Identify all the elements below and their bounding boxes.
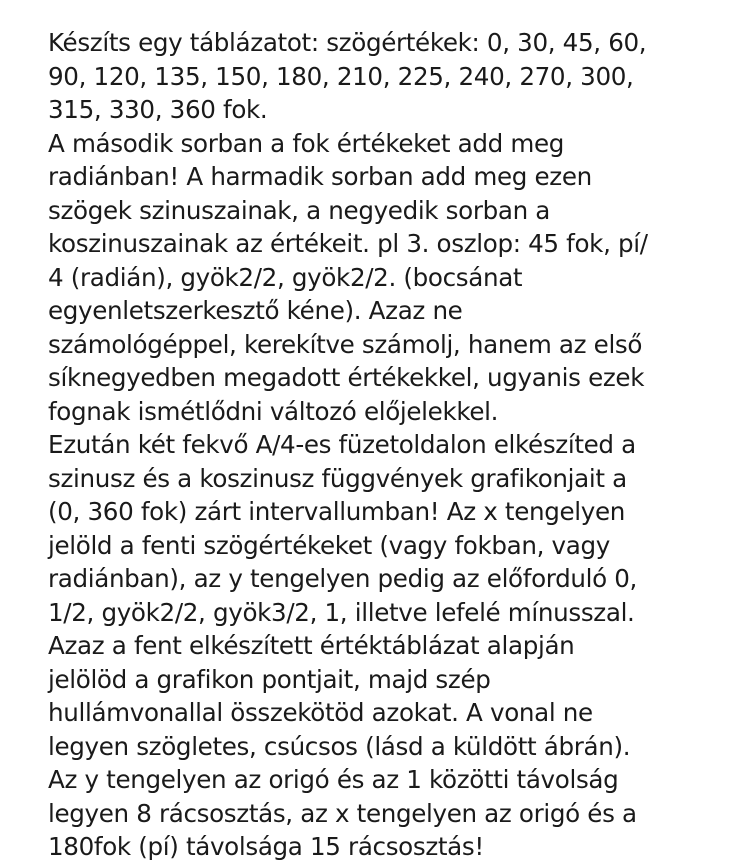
text-line: szögek szinuszainak, a negyedik sorban a: [48, 195, 551, 225]
text-line: jelölöd a grafikon pontjait, majd szép: [48, 664, 491, 694]
text-line: 315, 330, 360 fok.: [48, 95, 268, 124]
text-line: radiánban! A harmadik sorban add meg ezen: [48, 162, 592, 191]
text-line: Az y tengelyen az origó és az 1 közötti távolság: [48, 765, 619, 794]
text-line: hullámvonallal összekötöd azokat. A vonal ne: [48, 698, 593, 727]
text-line: (0, 360 fok) zárt intervallumban! Az x tengelyen: [48, 497, 625, 526]
text-line: legyen szögletes, csúcsos (lásd a küldött ábrán).: [48, 731, 631, 761]
text-line: koszinuszainak az értékeit. pl 3. oszlop: 45 fok, pí/: [48, 229, 648, 258]
message-text: [48, 26, 738, 864]
text-line: 180fok (pí) távolsága 15 rácsosztás!: [48, 832, 484, 861]
text-line: 4 (radián), gyök2/2, gyök2/2. (bocsánat: [48, 262, 523, 292]
text-line: 1/2, gyök2/2, gyök3/2, 1, illetve lefelé mínusszal.: [48, 597, 635, 627]
text-line: jelöld a fenti szögértékeket (vagy fokban, vagy: [48, 530, 610, 560]
text-line: radiánban), az y tengelyen pedig az előforduló 0,: [48, 564, 637, 593]
text-line: 90, 120, 135, 150, 180, 210, 225, 240, 270, 300,: [48, 61, 634, 91]
text-line: síknegyedben megadott értékekkel, ugyanis ezek: [48, 363, 645, 392]
text-line: szinusz és a koszinusz függvények grafikonjait a: [48, 463, 627, 493]
text-line: legyen 8 rácsosztás, az x tengelyen az origó és a: [48, 798, 637, 828]
text-line: Ezután két fekvő A/4-es füzetoldalon elkészíted a: [48, 430, 636, 459]
text-line: egyenletszerkesztő kéne). Azaz ne: [48, 296, 463, 325]
text-line: Készíts egy táblázatot: szögértékek: 0, 30, 45, 60,: [48, 28, 647, 57]
text-line: A második sorban a fok értékeket add meg: [48, 128, 565, 158]
text-line: fognak ismétlődni változó előjelekkel.: [48, 396, 499, 426]
text-line: Azaz a fent elkészített értéktáblázat alapján: [48, 631, 575, 660]
text-line: számológéppel, kerekítve számolj, hanem az első: [48, 329, 643, 359]
